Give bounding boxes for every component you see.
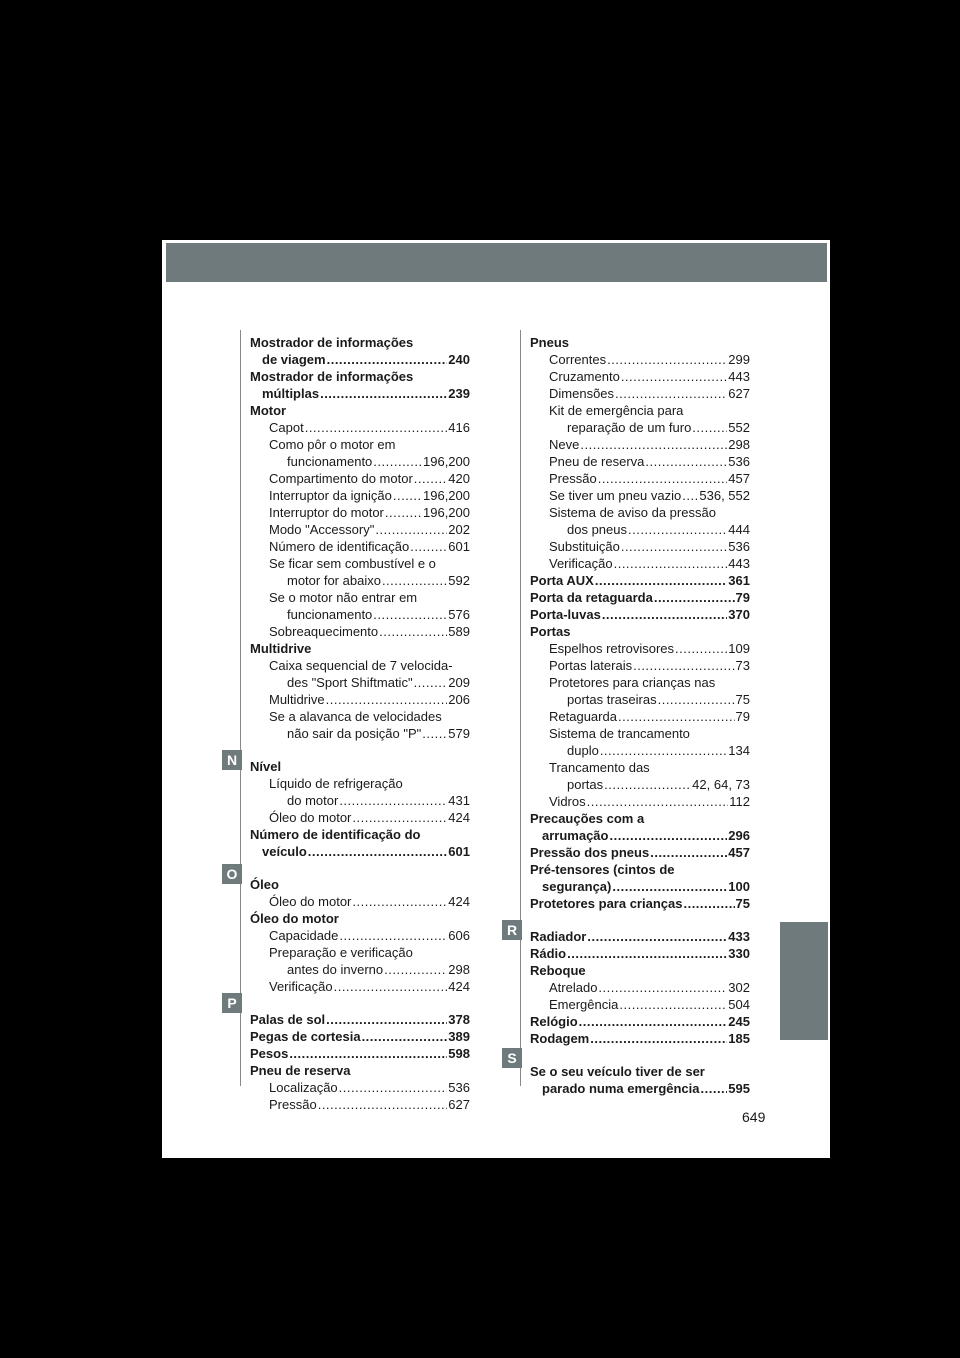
index-entry: veículo ..... 601 [250, 843, 470, 860]
index-entry: Radiador ..... 433 [530, 928, 750, 945]
index-subentry: Óleo do motor ..... 424 [250, 893, 470, 910]
index-entry: Protetores para crianças ..... 75 [530, 895, 750, 912]
index-subentry: Pressão ..... 627 [250, 1096, 470, 1113]
index-subentry: Número de identificação ..... 601 [250, 538, 470, 555]
index-subentry: Correntes ..... 299 [530, 351, 750, 368]
index-subentry: portas traseiras ..... 75 [530, 691, 750, 708]
index-entry: Portas [530, 624, 571, 639]
index-subentry: Sistema de trancamento [549, 726, 690, 741]
index-subentry: dos pneus ..... 444 [530, 521, 750, 538]
index-entry: Porta-luvas ..... 370 [530, 606, 750, 623]
index-subentry: Trancamento das [549, 760, 650, 775]
index-entry: Pneus [530, 335, 570, 350]
index-entry: Pegas de cortesia ..... 389 [250, 1028, 470, 1045]
index-entry: Pesos ..... 598 [250, 1045, 470, 1062]
index-entry: Número de identificação do [250, 827, 421, 842]
index-subentry: funcionamento ..... 196,200 [250, 453, 470, 470]
index-subentry: Sistema de aviso da pressão [549, 505, 716, 520]
index-subentry: Substituição ..... 536 [530, 538, 750, 555]
index-subentry: Espelhos retrovisores ..... 109 [530, 640, 750, 657]
index-entry: Porta AUX ..... 361 [530, 572, 750, 589]
index-subentry: do motor ..... 431 [250, 792, 470, 809]
index-entry: segurança) ..... 100 [530, 878, 750, 895]
column-divider-right [520, 330, 521, 1086]
header-bar [166, 243, 827, 282]
index-subentry: Sobreaquecimento ..... 589 [250, 623, 470, 640]
index-letter-o: O [222, 864, 242, 884]
index-subentry: Interruptor do motor ..... 196,200 [250, 504, 470, 521]
index-subentry: Verificação ..... 424 [250, 978, 470, 995]
index-subentry: Como pôr o motor em [269, 437, 396, 452]
index-subentry: Neve ..... 298 [530, 436, 750, 453]
index-entry: Pressão dos pneus ..... 457 [530, 844, 750, 861]
index-entry: Pneu de reserva [250, 1063, 351, 1078]
index-subentry: Capacidade ..... 606 [250, 927, 470, 944]
index-letter-n: N [222, 750, 242, 770]
index-entry: Precauções com a [530, 811, 645, 826]
index-entry: Reboque [530, 963, 586, 978]
index-subentry: Capot ..... 416 [250, 419, 470, 436]
index-subentry: Retaguarda ..... 79 [530, 708, 750, 725]
index-subentry: funcionamento ..... 576 [250, 606, 470, 623]
index-entry: Rádio ..... 330 [530, 945, 750, 962]
manual-page [162, 240, 830, 1158]
index-subentry: Caixa sequencial de 7 velocida- [269, 658, 453, 673]
index-subentry: Kit de emergência para [549, 403, 684, 418]
index-entry: Mostrador de informações [250, 335, 414, 350]
column-divider-left [240, 330, 241, 1086]
index-subentry: Protetores para crianças nas [549, 675, 716, 690]
index-subentry: duplo ..... 134 [530, 742, 750, 759]
index-subentry: Se tiver um pneu vazio ..... 536, 552 [530, 487, 750, 504]
index-letter-p: P [222, 993, 242, 1013]
index-subentry: Emergência ..... 504 [530, 996, 750, 1013]
index-entry: Mostrador de informações [250, 369, 414, 384]
index-letter-r: R [502, 920, 522, 940]
index-subentry: Atrelado ..... 302 [530, 979, 750, 996]
index-subentry: Se a alavanca de velocidades [269, 709, 442, 724]
index-subentry: Se o motor não entrar em [269, 590, 418, 605]
index-subentry: Interruptor da ignição ..... 196,200 [250, 487, 470, 504]
index-subentry: Compartimento do motor ..... 420 [250, 470, 470, 487]
index-subentry: portas ..... 42, 64, 73 [530, 776, 750, 793]
index-entry: Motor [250, 403, 287, 418]
index-entry: Palas de sol ..... 378 [250, 1011, 470, 1028]
index-subentry: reparação de um furo ..... 552 [530, 419, 750, 436]
index-entry: parado numa emergência ..... 595 [530, 1080, 750, 1097]
index-subentry: não sair da posição "P" ..... 579 [250, 725, 470, 742]
index-entry: de viagem ..... 240 [250, 351, 470, 368]
index-subentry: Verificação ..... 443 [530, 555, 750, 572]
index-subentry: Cruzamento ..... 443 [530, 368, 750, 385]
index-subentry: Localização ..... 536 [250, 1079, 470, 1096]
index-subentry: motor for abaixo ..... 592 [250, 572, 470, 589]
index-entry: Porta da retaguarda ..... 79 [530, 589, 750, 606]
index-entry: Pré-tensores (cintos de [530, 862, 675, 877]
index-subentry: Preparação e verificação [269, 945, 413, 960]
index-entry: Se o seu veículo tiver de ser [530, 1064, 705, 1079]
index-subentry: antes do inverno ..... 298 [250, 961, 470, 978]
index-subentry: Se ficar sem combustível e o [269, 556, 436, 571]
index-entry: arrumação ..... 296 [530, 827, 750, 844]
index-subentry: Pressão ..... 457 [530, 470, 750, 487]
index-entry: Óleo do motor [250, 911, 339, 926]
index-entry: Multidrive [250, 641, 312, 656]
index-subentry: Vidros ..... 112 [530, 793, 750, 810]
index-subentry: Dimensões ..... 627 [530, 385, 750, 402]
index-entry: Nível [250, 759, 282, 774]
index-column-right [530, 334, 750, 1097]
index-entry: Relógio ..... 245 [530, 1013, 750, 1030]
index-subentry: des "Sport Shiftmatic" ..... 209 [250, 674, 470, 691]
index-subentry: Líquido de refrigeração [269, 776, 403, 791]
index-entry: Óleo [250, 877, 279, 892]
index-subentry: Óleo do motor ..... 424 [250, 809, 470, 826]
index-subentry: Modo "Accessory" ..... 202 [250, 521, 470, 538]
index-subentry: Pneu de reserva ..... 536 [530, 453, 750, 470]
index-subentry: Portas laterais ..... 73 [530, 657, 750, 674]
index-entry: Rodagem ..... 185 [530, 1030, 750, 1047]
index-subentry: Multidrive ..... 206 [250, 691, 470, 708]
index-entry: múltiplas ..... 239 [250, 385, 470, 402]
index-letter-s: S [502, 1048, 522, 1068]
index-column-left [250, 334, 470, 1113]
section-tab [780, 922, 828, 1040]
page-number: 649 [742, 1109, 766, 1125]
